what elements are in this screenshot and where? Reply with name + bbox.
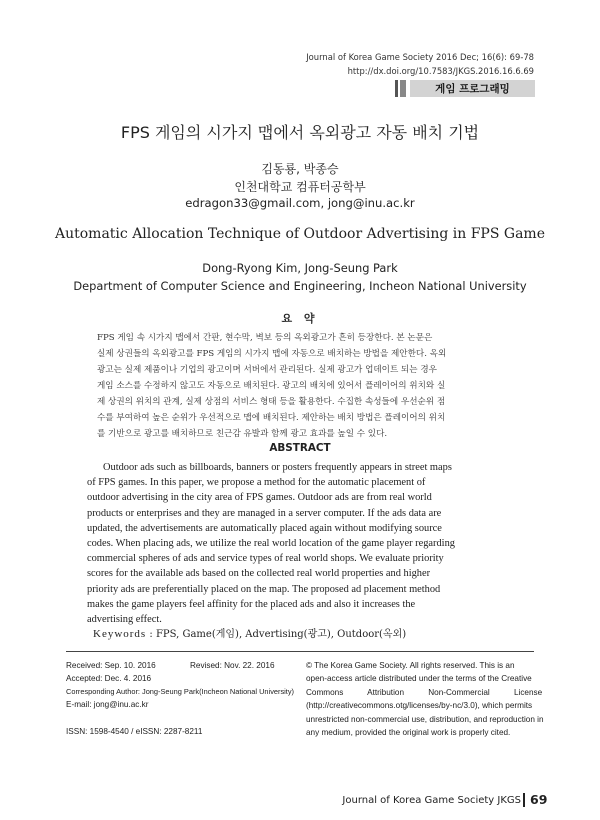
- abstract-english-line: makes the game players feel affinity for the placed ads and also it increases the: [87, 598, 416, 610]
- keywords: [93, 625, 406, 640]
- authors-english: Dong-Ryong Kim, Jong-Seung Park: [202, 261, 398, 275]
- doi-link[interactable]: http://dx.doi.org/10.7583/JKGS.2016.16.6.69: [347, 66, 534, 76]
- accepted-date: Accepted: Dec. 4. 2016: [66, 674, 152, 683]
- keywords-text: : FPS, Game(게임), Advertising(광고), Outdoor(옥외): [149, 629, 407, 640]
- journal-citation: Journal of Korea Game Society 2016 Dec; 16(6): 69-78: [306, 52, 534, 62]
- revised-date: Revised: Nov. 22. 2016: [190, 661, 275, 670]
- license-line: Commons Attribution Non-Commercial License: [306, 687, 543, 697]
- abstract-english-heading: ABSTRACT: [269, 442, 331, 454]
- abstract-korean-heading: 요 약: [281, 312, 319, 325]
- corresponding-author: Corresponding Author: Jong-Seung Park(Incheon National University): [66, 687, 295, 696]
- abstract-korean-line: 광고는 실제 제품이나 기업의 광고이며 서버에서 관리된다. 실제 광고가 업데이트 되는 경우: [97, 365, 437, 375]
- license-line: unrestricted non-commercial use, distribution, and reproduction in: [306, 714, 544, 724]
- author-email[interactable]: E-mail: jong@inu.ac.kr: [66, 700, 149, 709]
- title-korean: FPS 게임의 시가지 맵에서 옥외광고 자동 배치 기법: [120, 123, 480, 142]
- issn: ISSN: 1598-4540 / eISSN: 2287-8211: [66, 727, 203, 736]
- license-line: open-access article distributed under the terms of the Creative: [306, 674, 532, 684]
- abstract-english: [87, 460, 513, 627]
- meta-divider: [66, 651, 534, 652]
- keywords-label: Keywords: [93, 628, 147, 640]
- tag-bar-grey: [400, 80, 406, 97]
- abstract-english-line: scores for the available ads based on the collected real world properties and higher: [87, 568, 431, 580]
- title-english: Automatic Allocation Technique of Outdoor Advertising in FPS Game: [55, 226, 545, 242]
- abstract-english-line: Outdoor ads such as billboards, banners or posters frequently appears in street maps: [103, 462, 452, 473]
- tag-bar-dark: [395, 80, 398, 97]
- received-date: Received: Sep. 10. 2016: [66, 661, 156, 670]
- abstract-korean-line: FPS 게임 속 시가지 맵에서 간판, 현수막, 벽보 등의 옥외광고가 흔히 등장한다. 본 논문은: [97, 333, 433, 343]
- abstract-english-line: updated, the advertisements are automatically placed again without modifying source: [87, 522, 442, 534]
- footer-divider: [523, 793, 525, 807]
- authors-korean: 김동룡, 박종승: [261, 162, 339, 176]
- section-tag-label: 게임 프로그래밍: [410, 80, 535, 97]
- abstract-english-line: advertising effect.: [87, 614, 162, 626]
- abstract-english-line: products or enterprises and they are managed in a server computer. If the ads data are: [87, 507, 442, 519]
- section-tag: [395, 80, 535, 97]
- abstract-korean-line: 실제 상권들의 옥외광고를 FPS 게임의 시가지 맵에 자동으로 배치하는 방법을 제안한다. 옥외: [97, 349, 447, 359]
- abstract-korean-line: 수를 부여하여 높은 순위가 우선적으로 맵에 배치된다. 제안하는 배치 방법은 플레이어의 위치: [97, 413, 446, 423]
- license-line: any medium, provided the original work is properly cited.: [306, 728, 511, 738]
- abstract-english-line: priority ads are preferentially placed on the map. The proposed ad placement method: [87, 583, 441, 595]
- abstract-english-line: codes. When placing ads, we utilize the real world location of the game player regarding: [87, 538, 455, 550]
- license-line[interactable]: (http://creativecommons.otg/licenses/by-nc/3.0), which permits: [306, 701, 533, 711]
- footer-journal: Journal of Korea Game Society JKGS: [342, 795, 521, 806]
- abstract-english-line: of FPS games. In this paper, we propose a method for the automatic placement of: [87, 477, 426, 489]
- license-text: [306, 659, 544, 739]
- abstract-korean: [97, 330, 509, 442]
- author-emails: edragon33@gmail.com, jong@inu.ac.kr: [185, 196, 415, 210]
- affiliation-korean: 인천대학교 컴퓨터공학부: [234, 180, 366, 194]
- abstract-korean-line: 게임 소스를 수정하지 않고도 자동으로 배치된다. 광고의 배치에 있어서 플레이어의 위치와 실: [97, 381, 446, 391]
- page-number: 69: [530, 792, 548, 807]
- license-line: © The Korea Game Society. All rights reserved. This is an: [306, 661, 515, 670]
- abstract-english-line: commercial spheres of ads and service types of real world shops. We evaluate priority: [87, 553, 444, 565]
- affiliation-english: Department of Computer Science and Engineering, Incheon National University: [73, 279, 527, 293]
- abstract-english-line: outdoor advertising in the city area of FPS games. Outdoor ads are from real world: [87, 492, 432, 504]
- abstract-korean-line: 제 상권의 위치의 관계, 실제 상점의 서비스 형태 등을 활용한다. 수집한 속성들에 우선순위 점: [97, 397, 446, 407]
- abstract-korean-line: 를 기반으로 광고를 배치하므로 친근감 유발과 함께 광고 효과를 높일 수 있다.: [97, 429, 388, 439]
